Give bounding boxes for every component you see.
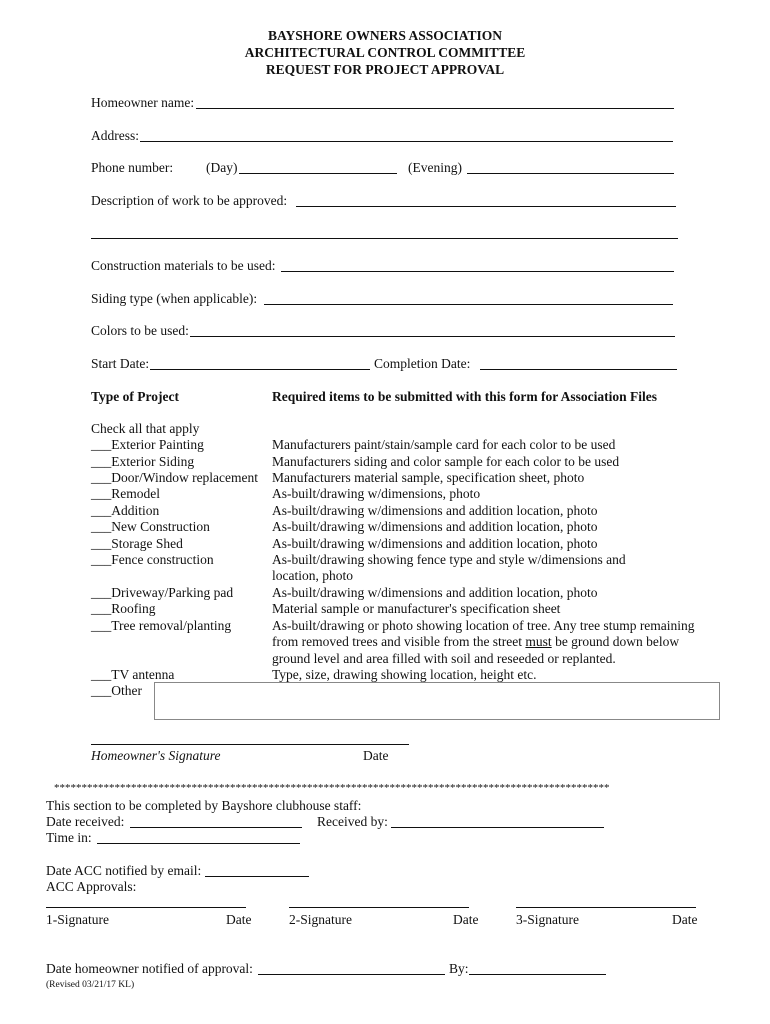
- acc-notified-label: Date ACC notified by email:: [46, 863, 202, 878]
- project-type-tree[interactable]: ___Tree removal/planting: [91, 618, 232, 633]
- phone-evening-label: (Evening): [408, 160, 462, 175]
- project-type-storage-shed[interactable]: ___Storage Shed: [91, 536, 183, 551]
- requirement-exterior-painting: Manufacturers paint/stain/sample card for each color to be used: [272, 437, 616, 452]
- date-received-label: Date received:: [46, 814, 125, 829]
- project-type-exterior-siding[interactable]: ___Exterior Siding: [91, 454, 195, 469]
- project-type-addition[interactable]: ___Addition: [91, 503, 160, 518]
- description-field[interactable]: [296, 206, 676, 207]
- completion-date-field[interactable]: [480, 369, 677, 370]
- date-received-field[interactable]: [130, 827, 302, 828]
- time-in-field[interactable]: [97, 843, 300, 844]
- requirement-exterior-siding: Manufacturers siding and color sample for each color to be used: [272, 454, 620, 469]
- section-separator: *****************************************************************************************************: [54, 782, 610, 794]
- requirement-addition: As-built/drawing w/dimensions and addition location, photo: [272, 503, 598, 518]
- acc-signature-1-field[interactable]: [46, 907, 246, 908]
- phone-label: Phone number:: [91, 160, 174, 175]
- project-type-driveway[interactable]: ___Driveway/Parking pad: [91, 585, 234, 600]
- requirement-driveway: As-built/drawing w/dimensions and addition location, photo: [272, 585, 598, 600]
- requirement-tree-line2: from removed trees and visible from the street must be ground down below: [272, 634, 680, 649]
- siding-field[interactable]: [264, 304, 673, 305]
- acc-signature-3-label: 3-Signature: [516, 912, 579, 927]
- acc-signature-3-field[interactable]: [516, 907, 696, 908]
- homeowner-name-field[interactable]: [196, 108, 674, 109]
- acc-signature-2-field[interactable]: [289, 907, 469, 908]
- description-label: Description of work to be approved:: [91, 193, 288, 208]
- completion-date-label: Completion Date:: [374, 356, 471, 371]
- colors-field[interactable]: [190, 336, 675, 337]
- project-type-door-window[interactable]: ___Door/Window replacement: [91, 470, 259, 485]
- requirement-fence-line1: As-built/drawing showing fence type and style w/dimensions and: [272, 552, 626, 567]
- form-title-line1: BAYSHORE OWNERS ASSOCIATION: [267, 28, 503, 43]
- phone-day-label: (Day): [206, 160, 238, 175]
- time-in-label: Time in:: [46, 830, 92, 845]
- form-title-line3: REQUEST FOR PROJECT APPROVAL: [265, 62, 505, 77]
- homeowner-notified-label: Date homeowner notified of approval:: [46, 961, 253, 976]
- requirement-door-window: Manufacturers material sample, specification sheet, photo: [272, 470, 585, 485]
- received-by-field[interactable]: [391, 827, 604, 828]
- project-type-other[interactable]: ___Other: [91, 683, 142, 698]
- requirement-fence-line2: location, photo: [272, 568, 353, 583]
- project-type-fence[interactable]: ___Fence construction: [91, 552, 214, 567]
- project-type-roofing[interactable]: ___Roofing: [91, 601, 156, 616]
- project-type-remodel[interactable]: ___Remodel: [91, 486, 160, 501]
- materials-field[interactable]: [281, 271, 674, 272]
- acc-signature-1-label: 1-Signature: [46, 912, 109, 927]
- description-field-line2[interactable]: [91, 238, 678, 239]
- emphasis-must: must: [525, 634, 552, 649]
- homeowner-notified-field[interactable]: [258, 974, 445, 975]
- received-by-label: Received by:: [317, 814, 388, 829]
- address-label: Address:: [91, 128, 139, 143]
- staff-section-intro: This section to be completed by Bayshore clubhouse staff:: [46, 798, 362, 813]
- notified-by-label: By:: [449, 961, 469, 976]
- start-date-label: Start Date:: [91, 356, 150, 371]
- notified-by-field[interactable]: [469, 974, 606, 975]
- start-date-field[interactable]: [150, 369, 370, 370]
- address-field[interactable]: [140, 141, 673, 142]
- homeowner-signature-date-label: Date: [363, 748, 389, 763]
- acc-signature-3-date-label: Date: [672, 912, 698, 927]
- acc-signature-1-date-label: Date: [226, 912, 252, 927]
- requirement-roofing: Material sample or manufacturer's specification sheet: [272, 601, 561, 616]
- phone-day-field[interactable]: [239, 173, 397, 174]
- form-title-line2: ARCHITECTURAL CONTROL COMMITTEE: [244, 45, 526, 60]
- other-description-box[interactable]: [154, 682, 720, 720]
- project-type-tv-antenna[interactable]: ___TV antenna: [91, 667, 175, 682]
- requirement-remodel: As-built/drawing w/dimensions, photo: [272, 486, 481, 501]
- homeowner-signature-label: Homeowner's Signature: [91, 748, 221, 763]
- materials-label: Construction materials to be used:: [91, 258, 276, 273]
- check-all-label: Check all that apply: [91, 421, 200, 436]
- revision-note: (Revised 03/21/17 KL): [46, 980, 135, 990]
- siding-label: Siding type (when applicable):: [91, 291, 258, 306]
- homeowner-name-label: Homeowner name:: [91, 95, 195, 110]
- acc-signature-2-date-label: Date: [453, 912, 479, 927]
- requirement-storage-shed: As-built/drawing w/dimensions and addition location, photo: [272, 536, 598, 551]
- requirement-new-construction: As-built/drawing w/dimensions and addition location, photo: [272, 519, 598, 534]
- requirement-tv-antenna: Type, size, drawing showing location, height etc.: [272, 667, 537, 682]
- acc-approvals-label: ACC Approvals:: [46, 879, 137, 894]
- project-type-exterior-painting[interactable]: ___Exterior Painting: [91, 437, 204, 452]
- requirement-tree-line1: As-built/drawing or photo showing location of tree. Any tree stump remaining: [272, 618, 695, 633]
- required-items-header: Required items to be submitted with this form for Association Files: [272, 389, 657, 404]
- acc-signature-2-label: 2-Signature: [289, 912, 352, 927]
- phone-evening-field[interactable]: [467, 173, 674, 174]
- project-type-new-construction[interactable]: ___New Construction: [91, 519, 210, 534]
- type-of-project-header: Type of Project: [91, 389, 179, 404]
- requirement-tree-line3: ground level and area filled with soil and reseeded or replanted.: [272, 651, 616, 666]
- colors-label: Colors to be used:: [91, 323, 189, 338]
- homeowner-signature-field[interactable]: [91, 744, 409, 745]
- acc-notified-field[interactable]: [205, 876, 309, 877]
